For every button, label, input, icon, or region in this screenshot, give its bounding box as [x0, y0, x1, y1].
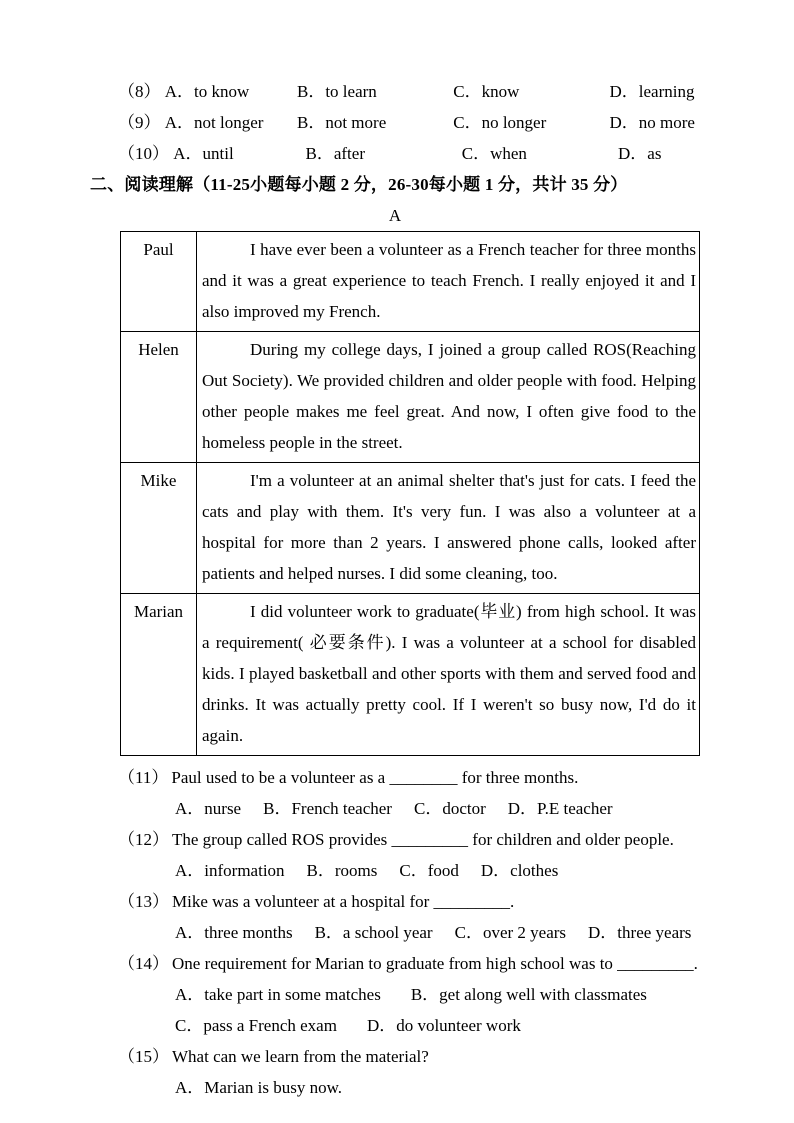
option-b: B．after [305, 144, 365, 163]
person-passage: During my college days, I joined a group called ROS(Reaching Out Society). We provided children and older people with food. Helping other people makes me feel great. And now, I often give food to the homeless people in the street. [197, 332, 700, 463]
option-c: C．know [453, 82, 520, 101]
table-row [121, 232, 700, 332]
option-c: C．over 2 years [454, 923, 567, 942]
person-name: Helen [121, 332, 197, 463]
question-options [175, 793, 700, 824]
section-title: 二、阅读理解（11-25小题每小题 2 分，26-30每小题 1 分，共计 35 分） [90, 175, 628, 194]
cloze-row-9 [118, 107, 700, 138]
question-stem: What can we learn from the material? [172, 1047, 429, 1066]
question-stem-row [118, 762, 700, 793]
question-options [175, 979, 700, 1010]
question-14 [90, 948, 700, 1041]
question-stem: Paul used to be a volunteer as a ________ for three months. [171, 768, 579, 787]
question-15 [90, 1041, 700, 1103]
question-number: （8） [118, 82, 161, 101]
question-number: （9） [118, 113, 161, 132]
option-d: D．three years [588, 923, 692, 942]
option-d: D．do volunteer work [366, 1016, 521, 1035]
question-number: （15） [118, 1047, 169, 1066]
question-11 [90, 762, 700, 824]
option-b: B．French teacher [263, 799, 392, 818]
option-a: A．Marian is busy now. [175, 1078, 342, 1097]
question-list [90, 762, 700, 1103]
cloze-row-10 [118, 138, 700, 169]
question-stem-row [118, 948, 700, 979]
table-row [121, 332, 700, 463]
option-c: C．when [461, 144, 527, 163]
option-a: A．not longer [164, 113, 264, 132]
table-row [121, 594, 700, 756]
option-c: C．pass a French exam [175, 1016, 337, 1035]
option-c: C．food [399, 861, 459, 880]
option-c: C．doctor [413, 799, 486, 818]
table-row [121, 463, 700, 594]
option-d: D．no more [609, 113, 695, 132]
option-b: B．not more [297, 113, 387, 132]
option-a: A．three months [175, 923, 293, 942]
question-stem: Mike was a volunteer at a hospital for _________. [172, 892, 515, 911]
person-name: Marian [121, 594, 197, 756]
option-a: A．until [173, 144, 234, 163]
option-a: A．to know [164, 82, 250, 101]
option-a: A．information [175, 861, 285, 880]
question-12 [90, 824, 700, 886]
question-stem: The group called ROS provides _________ for children and older people. [172, 830, 674, 849]
option-a: A．nurse [175, 799, 242, 818]
question-stem: One requirement for Marian to graduate from high school was to _________. [172, 954, 698, 973]
option-a: A．take part in some matches [175, 985, 381, 1004]
question-number: （10） [118, 144, 169, 163]
question-number: （11） [118, 768, 169, 787]
question-stem-row [118, 1041, 700, 1072]
option-d: D．as [618, 144, 662, 163]
person-name: Mike [121, 463, 197, 594]
question-number: （12） [118, 830, 169, 849]
person-passage: I did volunteer work to graduate(毕业) from high school. It was a requirement( 必要条件). I was a volunteer at a school for disabled kids. I played basketball and other sports with them and served food and drinks. It was actually pretty cool. If I weren't so busy now, I'd do it again. [197, 594, 700, 756]
option-b: B．get along well with classmates [410, 985, 647, 1004]
question-stem-row [118, 886, 700, 917]
cloze-row-8 [118, 76, 700, 107]
option-c: C．no longer [453, 113, 547, 132]
question-13 [90, 886, 700, 948]
person-name: Paul [121, 232, 197, 332]
option-b: B．a school year [314, 923, 433, 942]
passage-label: A [388, 206, 402, 225]
question-options [175, 1072, 700, 1103]
person-passage: I have ever been a volunteer as a French teacher for three months and it was a great experience to teach French. I really enjoyed it and I also improved my French. [197, 232, 700, 332]
option-b: B．to learn [297, 82, 377, 101]
option-d: D．P.E teacher [507, 799, 613, 818]
question-number: （14） [118, 954, 169, 973]
reading-table [120, 231, 700, 756]
question-options [175, 855, 700, 886]
question-options [175, 1010, 700, 1041]
question-stem-row [118, 824, 700, 855]
question-options [175, 917, 700, 948]
person-passage: I'm a volunteer at an animal shelter that's just for cats. I feed the cats and play with them. It's very fun. I was also a volunteer at a hospital for more than 2 years. I answered phone calls, looked after patients and helped nurses. I did some cleaning, too. [197, 463, 700, 594]
option-b: B．rooms [306, 861, 378, 880]
question-number: （13） [118, 892, 169, 911]
option-d: D．learning [609, 82, 695, 101]
option-d: D．clothes [480, 861, 559, 880]
